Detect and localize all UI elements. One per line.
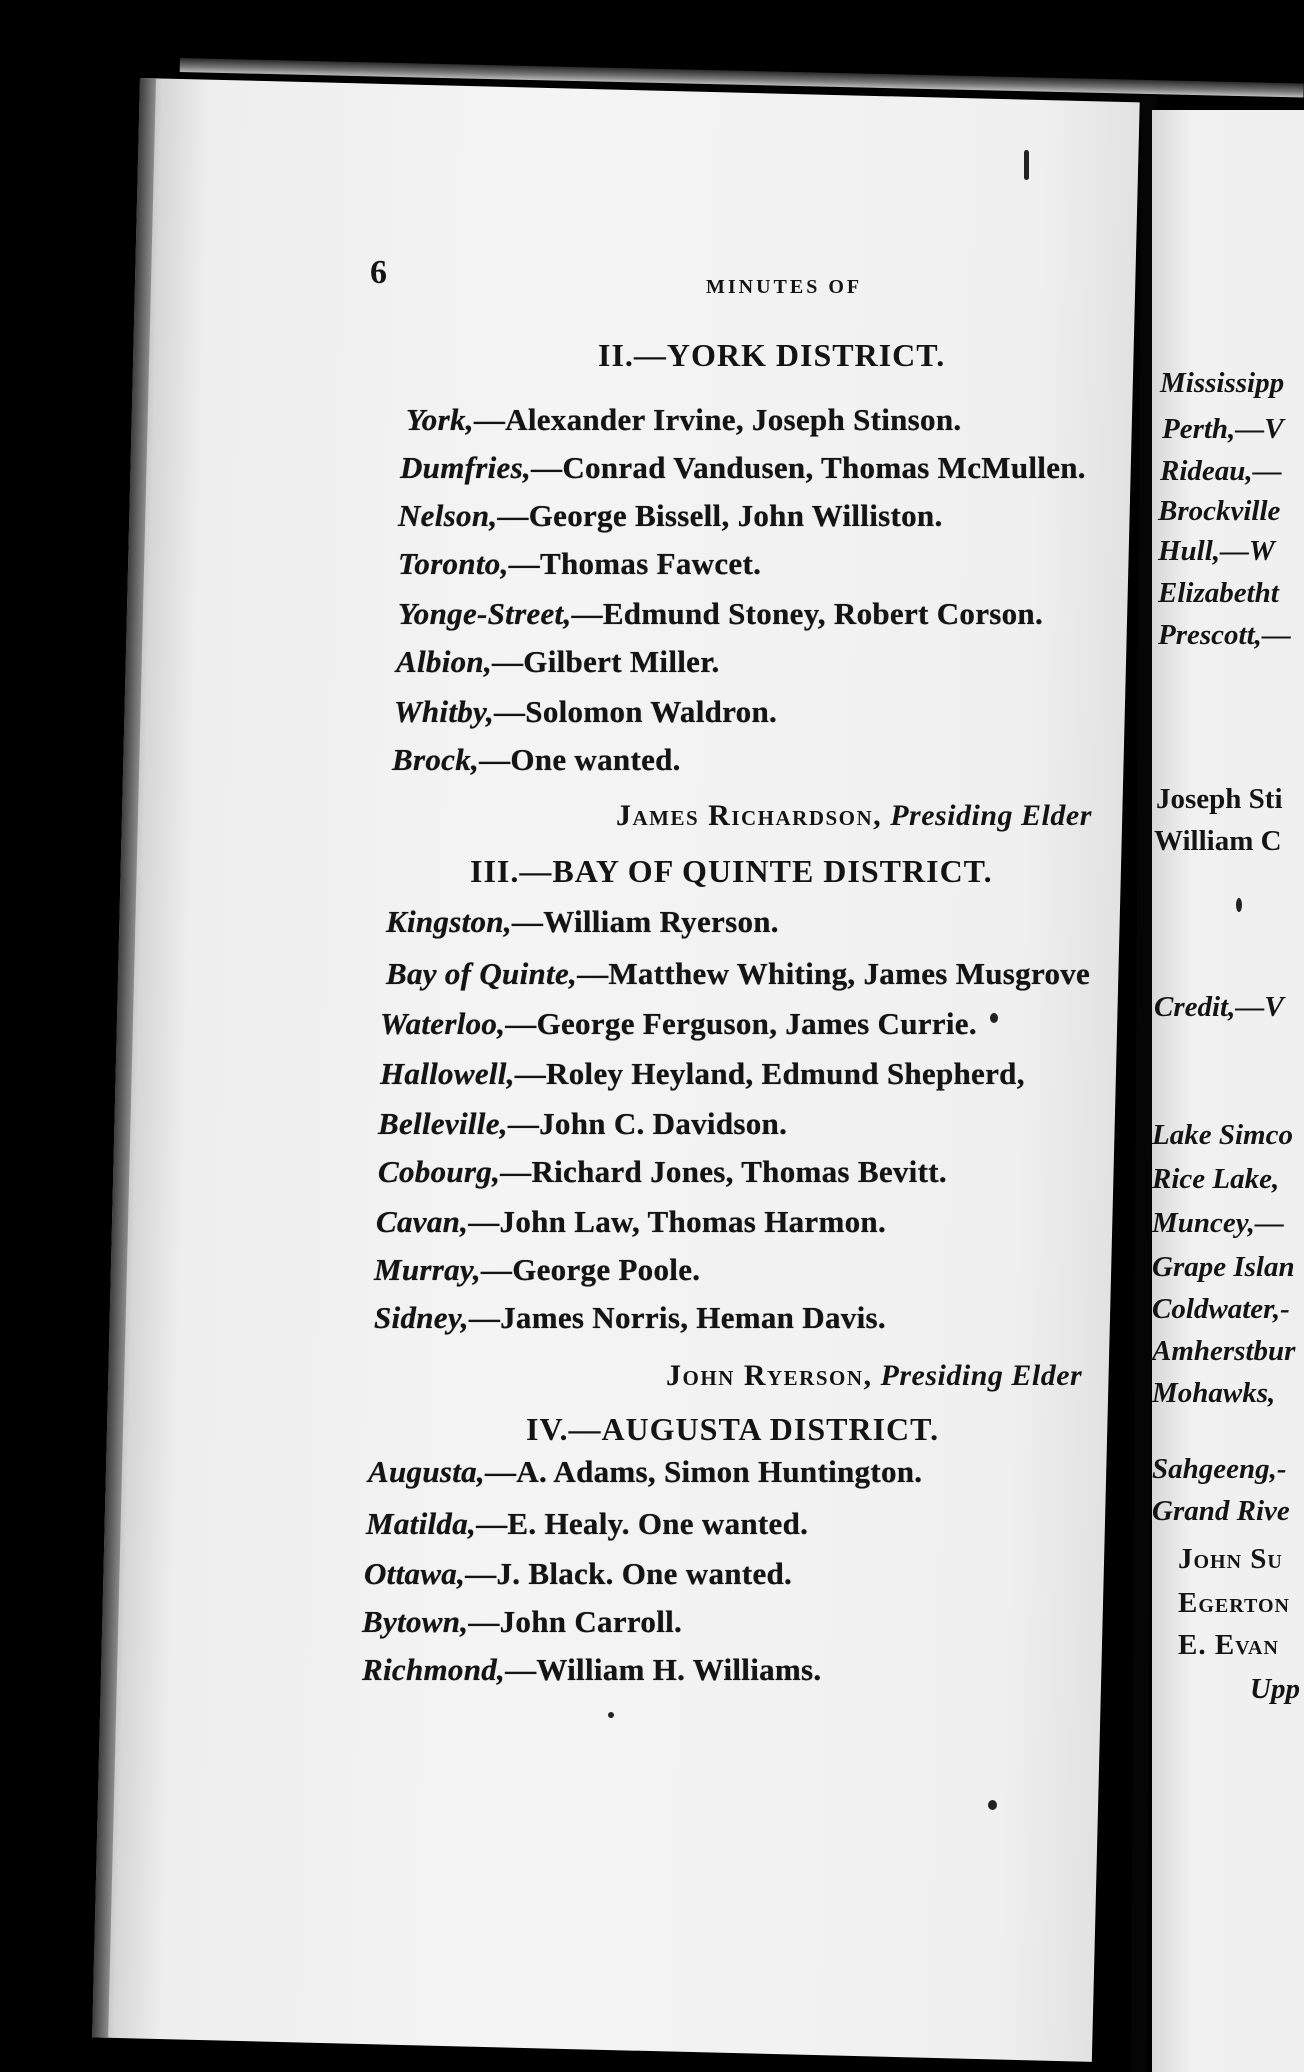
facing-page-line: John Su	[1178, 1543, 1283, 1575]
presiding-elder: James Richardson, Presiding Elder	[616, 799, 1092, 832]
station-line: Toronto,—Thomas Fawcet.	[398, 546, 762, 581]
station-line: Yonge-Street,—Edmund Stoney, Robert Corson.	[398, 596, 1044, 631]
facing-page-line: Rideau,—	[1160, 455, 1282, 487]
facing-page-line: E. Evan	[1178, 1629, 1279, 1661]
station-line: York,—Alexander Irvine, Joseph Stinson.	[406, 402, 962, 437]
district-heading: IV.—AUGUSTA DISTRICT.	[526, 1411, 940, 1447]
station-line: Sidney,—James Norris, Heman Davis.	[374, 1300, 886, 1335]
facing-page-line: Perth,—V	[1162, 413, 1284, 445]
station-line: Waterloo,—George Ferguson, James Currie.	[380, 1006, 977, 1041]
station-line: Bytown,—John Carroll.	[362, 1604, 683, 1639]
facing-page-line: Grand Rive	[1152, 1495, 1290, 1527]
station-line: Belleville,—John C. Davidson.	[378, 1106, 788, 1141]
station-line: Ottawa,—J. Black. One wanted.	[364, 1556, 793, 1591]
district-heading: II.—YORK DISTRICT.	[598, 337, 946, 373]
station-line: Matilda,—E. Healy. One wanted.	[366, 1506, 809, 1541]
scan-speck	[1024, 150, 1029, 180]
running-head: MINUTES OF	[706, 276, 863, 298]
station-line: Dumfries,—Conrad Vandusen, Thomas McMullen.	[400, 450, 1086, 485]
facing-page-line: Mississipp	[1160, 367, 1285, 399]
facing-page-line: Coldwater,-	[1152, 1293, 1290, 1325]
station-line: Bay of Quinte,—Matthew Whiting, James Musgrove	[386, 956, 1091, 991]
station-line: Nelson,—George Bissell, John Williston.	[398, 498, 943, 533]
scan-speck	[1236, 898, 1242, 912]
facing-page-line: Credit,—V	[1154, 991, 1284, 1023]
facing-page-line: Elizabetht	[1158, 577, 1279, 609]
facing-page-line: Upp	[1250, 1673, 1300, 1705]
scan-speck	[990, 1013, 998, 1023]
station-line: Albion,—Gilbert Miller.	[396, 644, 720, 679]
station-line: Hallowell,—Roley Heyland, Edmund Shepherd,	[380, 1056, 1025, 1091]
facing-page-line: Prescott,—	[1158, 619, 1291, 651]
station-line: Richmond,—William H. Williams.	[362, 1652, 822, 1687]
facing-page-line: Joseph Sti	[1156, 783, 1283, 815]
district-heading: III.—BAY OF QUINTE DISTRICT.	[470, 853, 993, 889]
station-line: Cavan,—John Law, Thomas Harmon.	[376, 1204, 886, 1239]
facing-page-line: Mohawks,	[1152, 1377, 1276, 1409]
facing-page-line: Muncey,—	[1152, 1207, 1284, 1239]
station-line: Augusta,—A. Adams, Simon Huntington.	[368, 1454, 923, 1489]
scan-speck	[608, 1712, 614, 1718]
facing-page-line: Sahgeeng,-	[1152, 1453, 1287, 1485]
facing-page-line: Egerton	[1178, 1587, 1290, 1619]
facing-page-line: Hull,—W	[1158, 535, 1275, 567]
presiding-elder: John Ryerson, Presiding Elder	[666, 1359, 1083, 1392]
scan-speck	[988, 1800, 997, 1810]
facing-page-line: Rice Lake,	[1152, 1163, 1280, 1195]
facing-page-line: Amherstbur	[1152, 1335, 1296, 1367]
station-line: Cobourg,—Richard Jones, Thomas Bevitt.	[378, 1154, 947, 1189]
station-line: Whitby,—Solomon Waldron.	[394, 694, 778, 729]
facing-page-line: Grape Islan	[1152, 1251, 1295, 1283]
station-line: Murray,—George Poole.	[374, 1252, 701, 1287]
facing-page-line: William C	[1154, 825, 1282, 857]
station-line: Brock,—One wanted.	[392, 742, 681, 777]
page-number: 6	[370, 254, 387, 291]
facing-page-line: Brockville	[1158, 495, 1281, 527]
station-line: Kingston,—William Ryerson.	[386, 904, 779, 939]
facing-page-line: Lake Simco	[1152, 1119, 1293, 1151]
